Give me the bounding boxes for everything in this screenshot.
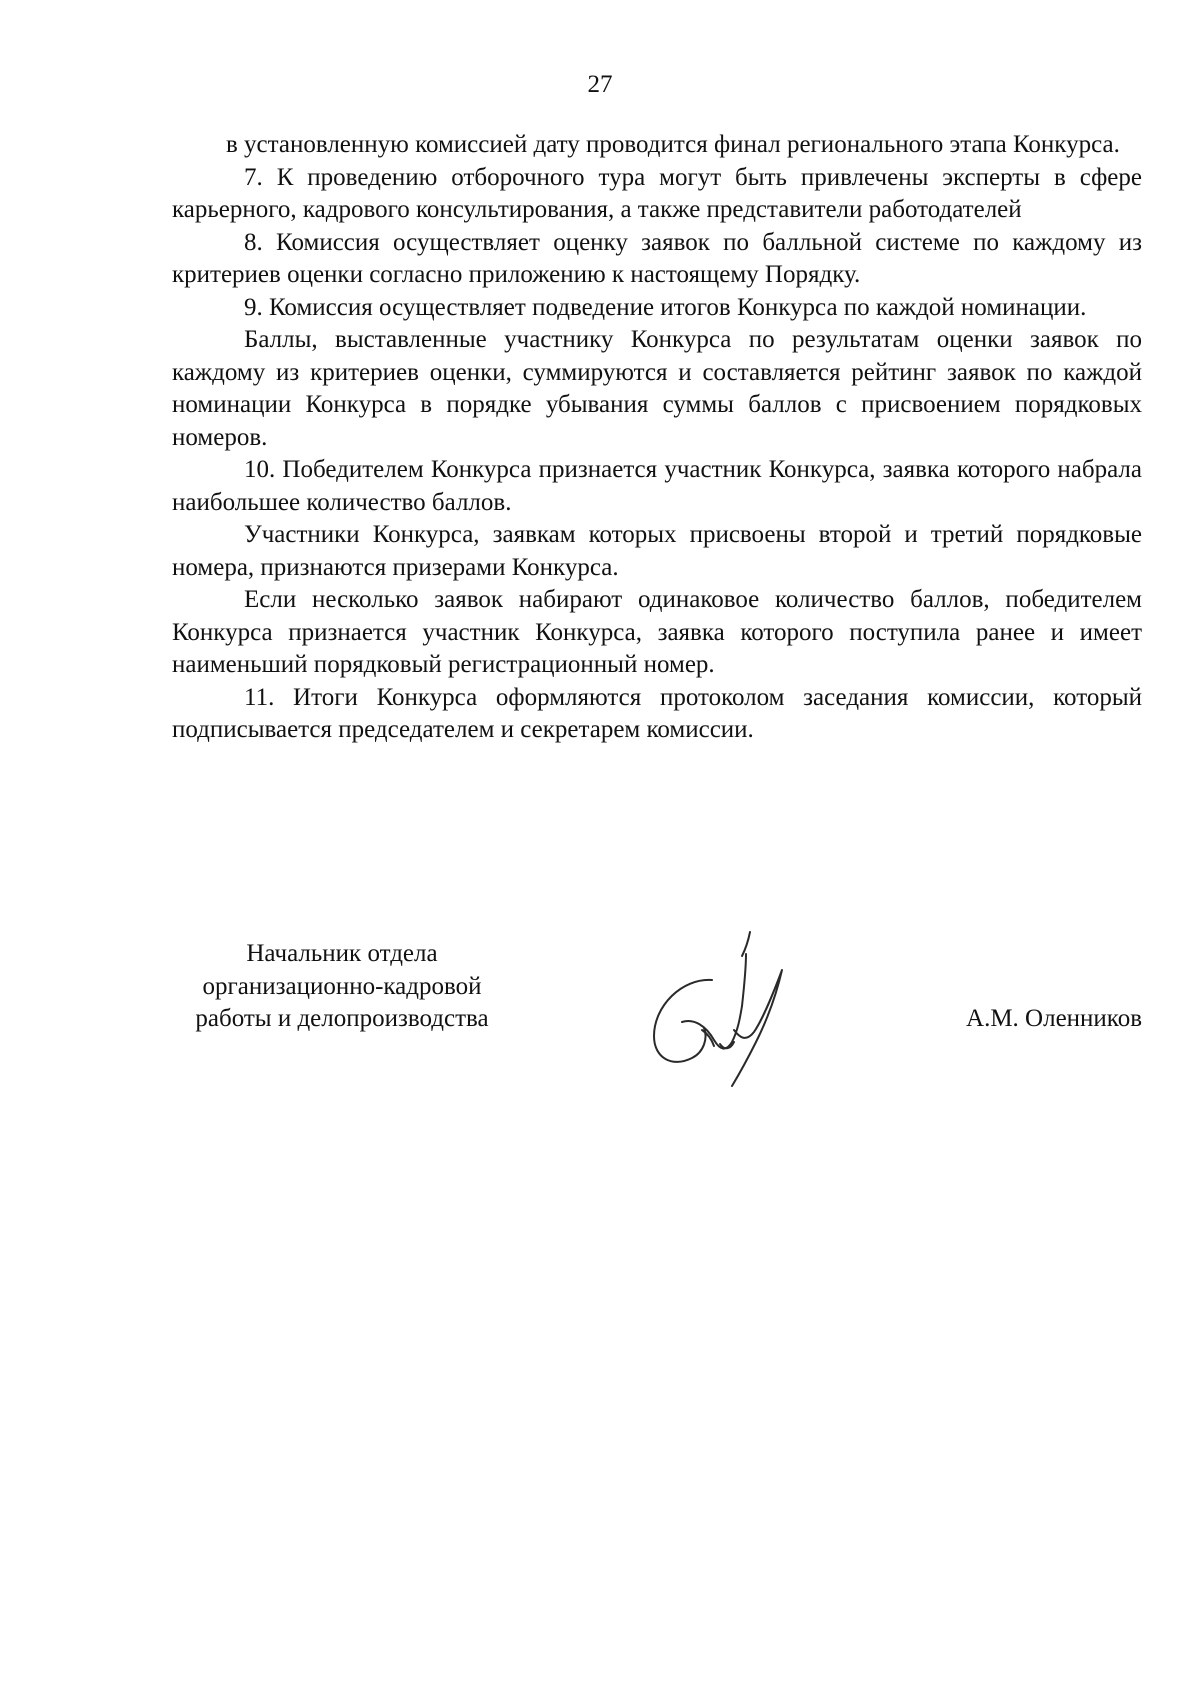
signatory-position-line: организационно-кадровой (202, 972, 482, 1000)
paragraph: 11. Итоги Конкурса оформляются протоколом заседания комиссии, который подписывается председателем и секретарем комиссии. (172, 683, 1142, 743)
signatory-name: А.М. Оленников (966, 1005, 1142, 1032)
paragraph: 9. Комиссия осуществляет подведение итогов Конкурса по каждой номинации. (244, 293, 1087, 321)
signature-block (172, 938, 1142, 1108)
paragraph: 7. К проведению отборочного тура могут быть привлечены эксперты в сфере карьерного, кадрового консультирования, а также представители работодателей (172, 163, 1142, 223)
signatory-position-line: Начальник отдела (246, 940, 438, 967)
handwritten-signature-icon (642, 918, 812, 1088)
paragraph: Баллы, выставленные участнику Конкурса по результатам оценки заявок по каждому из критериев оценки, суммируются и составляется рейтинг заявок по каждой номинации Конкурса в порядке убывания суммы баллов с присвоением порядковых номеров. (172, 326, 1142, 451)
paragraph: Если несколько заявок набирают одинаковое количество баллов, победителем Конкурса признается участник Конкурса, заявка которого поступила ранее и имеет наименьший порядковый регистрационный номер. (172, 586, 1142, 678)
signatory-position-line: работы и делопроизводства (195, 1005, 489, 1032)
signature-strokes (654, 932, 782, 1086)
paragraph: Участники Конкурса, заявкам которых присвоены второй и третий порядковые номера, признаются призерами Конкурса. (172, 521, 1142, 581)
paragraph: 10. Победителем Конкурса признается участник Конкурса, заявка которого набрала наибольшее количество баллов. (172, 456, 1142, 516)
paragraph: в установленную комиссией дату проводится финал регионального этапа Конкурса. (226, 131, 1120, 158)
paragraph: 8. Комиссия осуществляет оценку заявок по балльной системе по каждому из критериев оценки согласно приложению к настоящему Порядку. (172, 228, 1142, 288)
page-number: 27 (587, 71, 613, 98)
document-body (172, 129, 1142, 747)
signatory-position (172, 938, 512, 1036)
